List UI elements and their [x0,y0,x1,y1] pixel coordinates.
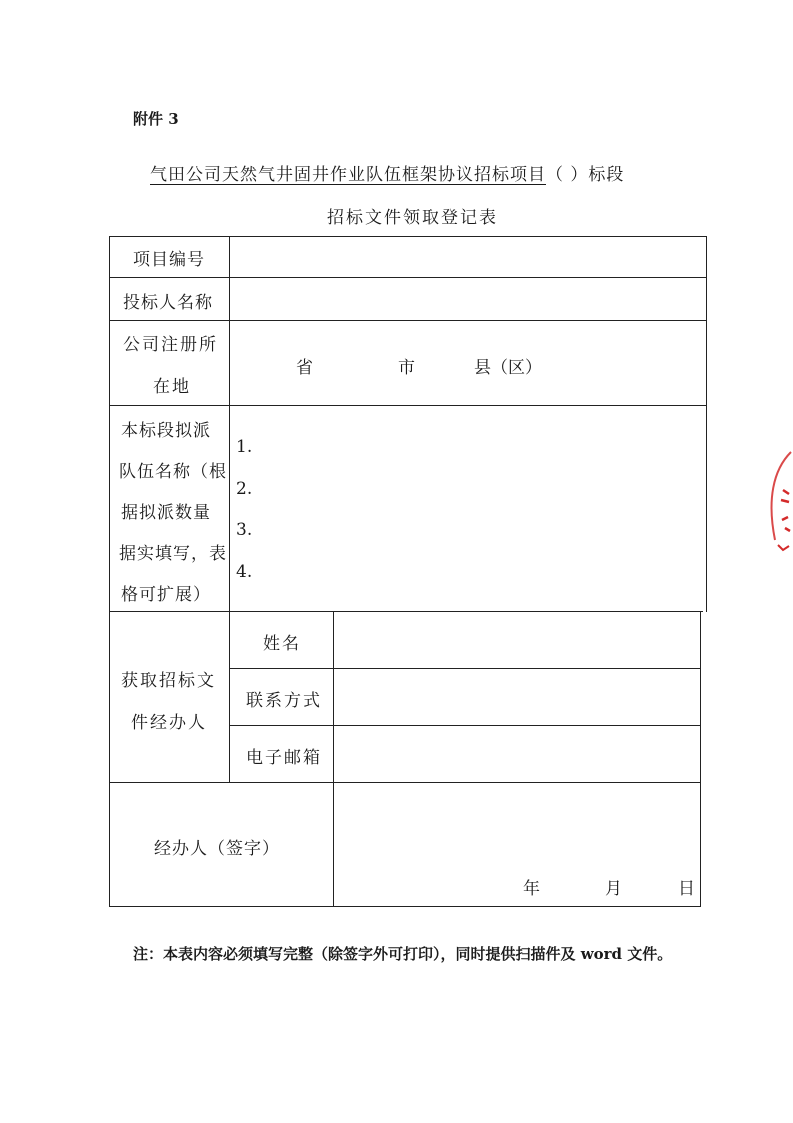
attachment-label: 附件 3 [133,110,179,128]
form-title [150,160,624,185]
agent-label-line1: 获取招标文 [121,671,216,691]
table-row-divider [229,668,701,669]
signature-label: 经办人（签字） [154,839,280,859]
reg-address-label-line2: 在地 [153,377,191,397]
red-seal-mark [763,450,793,560]
table-col-divider [229,236,230,783]
team-label-line: 据实填写，表 [119,544,227,564]
team-label-line: 队伍名称（根 [119,462,227,482]
team-entry-number: 3. [236,520,253,540]
footer-note: 注：本表内容必须填写完整（除签字外可打印），同时提供扫描件及 word 文件。 [133,945,673,963]
team-label-line: 据拟派数量 [121,503,211,523]
table-row-divider [229,725,701,726]
table-col-divider [333,611,334,907]
table-border-right [700,611,701,907]
table-border-left [109,236,110,907]
date-month-label: 月 [605,879,622,899]
table-border-right [706,236,707,612]
date-day-label: 日 [678,879,695,899]
bidder-name-label: 投标人名称 [123,293,213,313]
form-subtitle: 招标文件领取登记表 [327,208,498,228]
reg-address-label-line1: 公司注册所 [123,335,218,355]
agent-email-label: 电子邮箱 [246,748,322,768]
table-border-top [109,236,707,237]
project-number-label: 项目编号 [133,250,205,270]
table-border-bottom [109,906,701,907]
agent-name-label: 姓名 [263,634,301,654]
form-title-prefix: 气田公司天然气井固井作业队伍框架协议招标项目 [150,165,546,185]
county-label: 县（区） [474,358,542,378]
table-row-divider [109,611,703,612]
team-entry-number: 4. [236,562,253,582]
team-entry-number: 2. [236,479,253,499]
table-row-divider [109,405,707,406]
table-row-divider [109,277,707,278]
form-title-suffix: 标段 [588,165,625,185]
form-title-blank: （ ） [546,165,589,185]
agent-label-line2: 件经办人 [131,713,207,733]
team-label-line: 格可扩展） [121,585,211,605]
team-entry-number: 1. [236,437,253,457]
city-label: 市 [398,358,415,378]
province-label: 省 [296,358,313,378]
table-row-divider [109,782,701,783]
date-year-label: 年 [523,879,540,899]
team-label-line: 本标段拟派 [121,421,211,441]
table-row-divider [109,320,707,321]
agent-contact-label: 联系方式 [246,691,322,711]
